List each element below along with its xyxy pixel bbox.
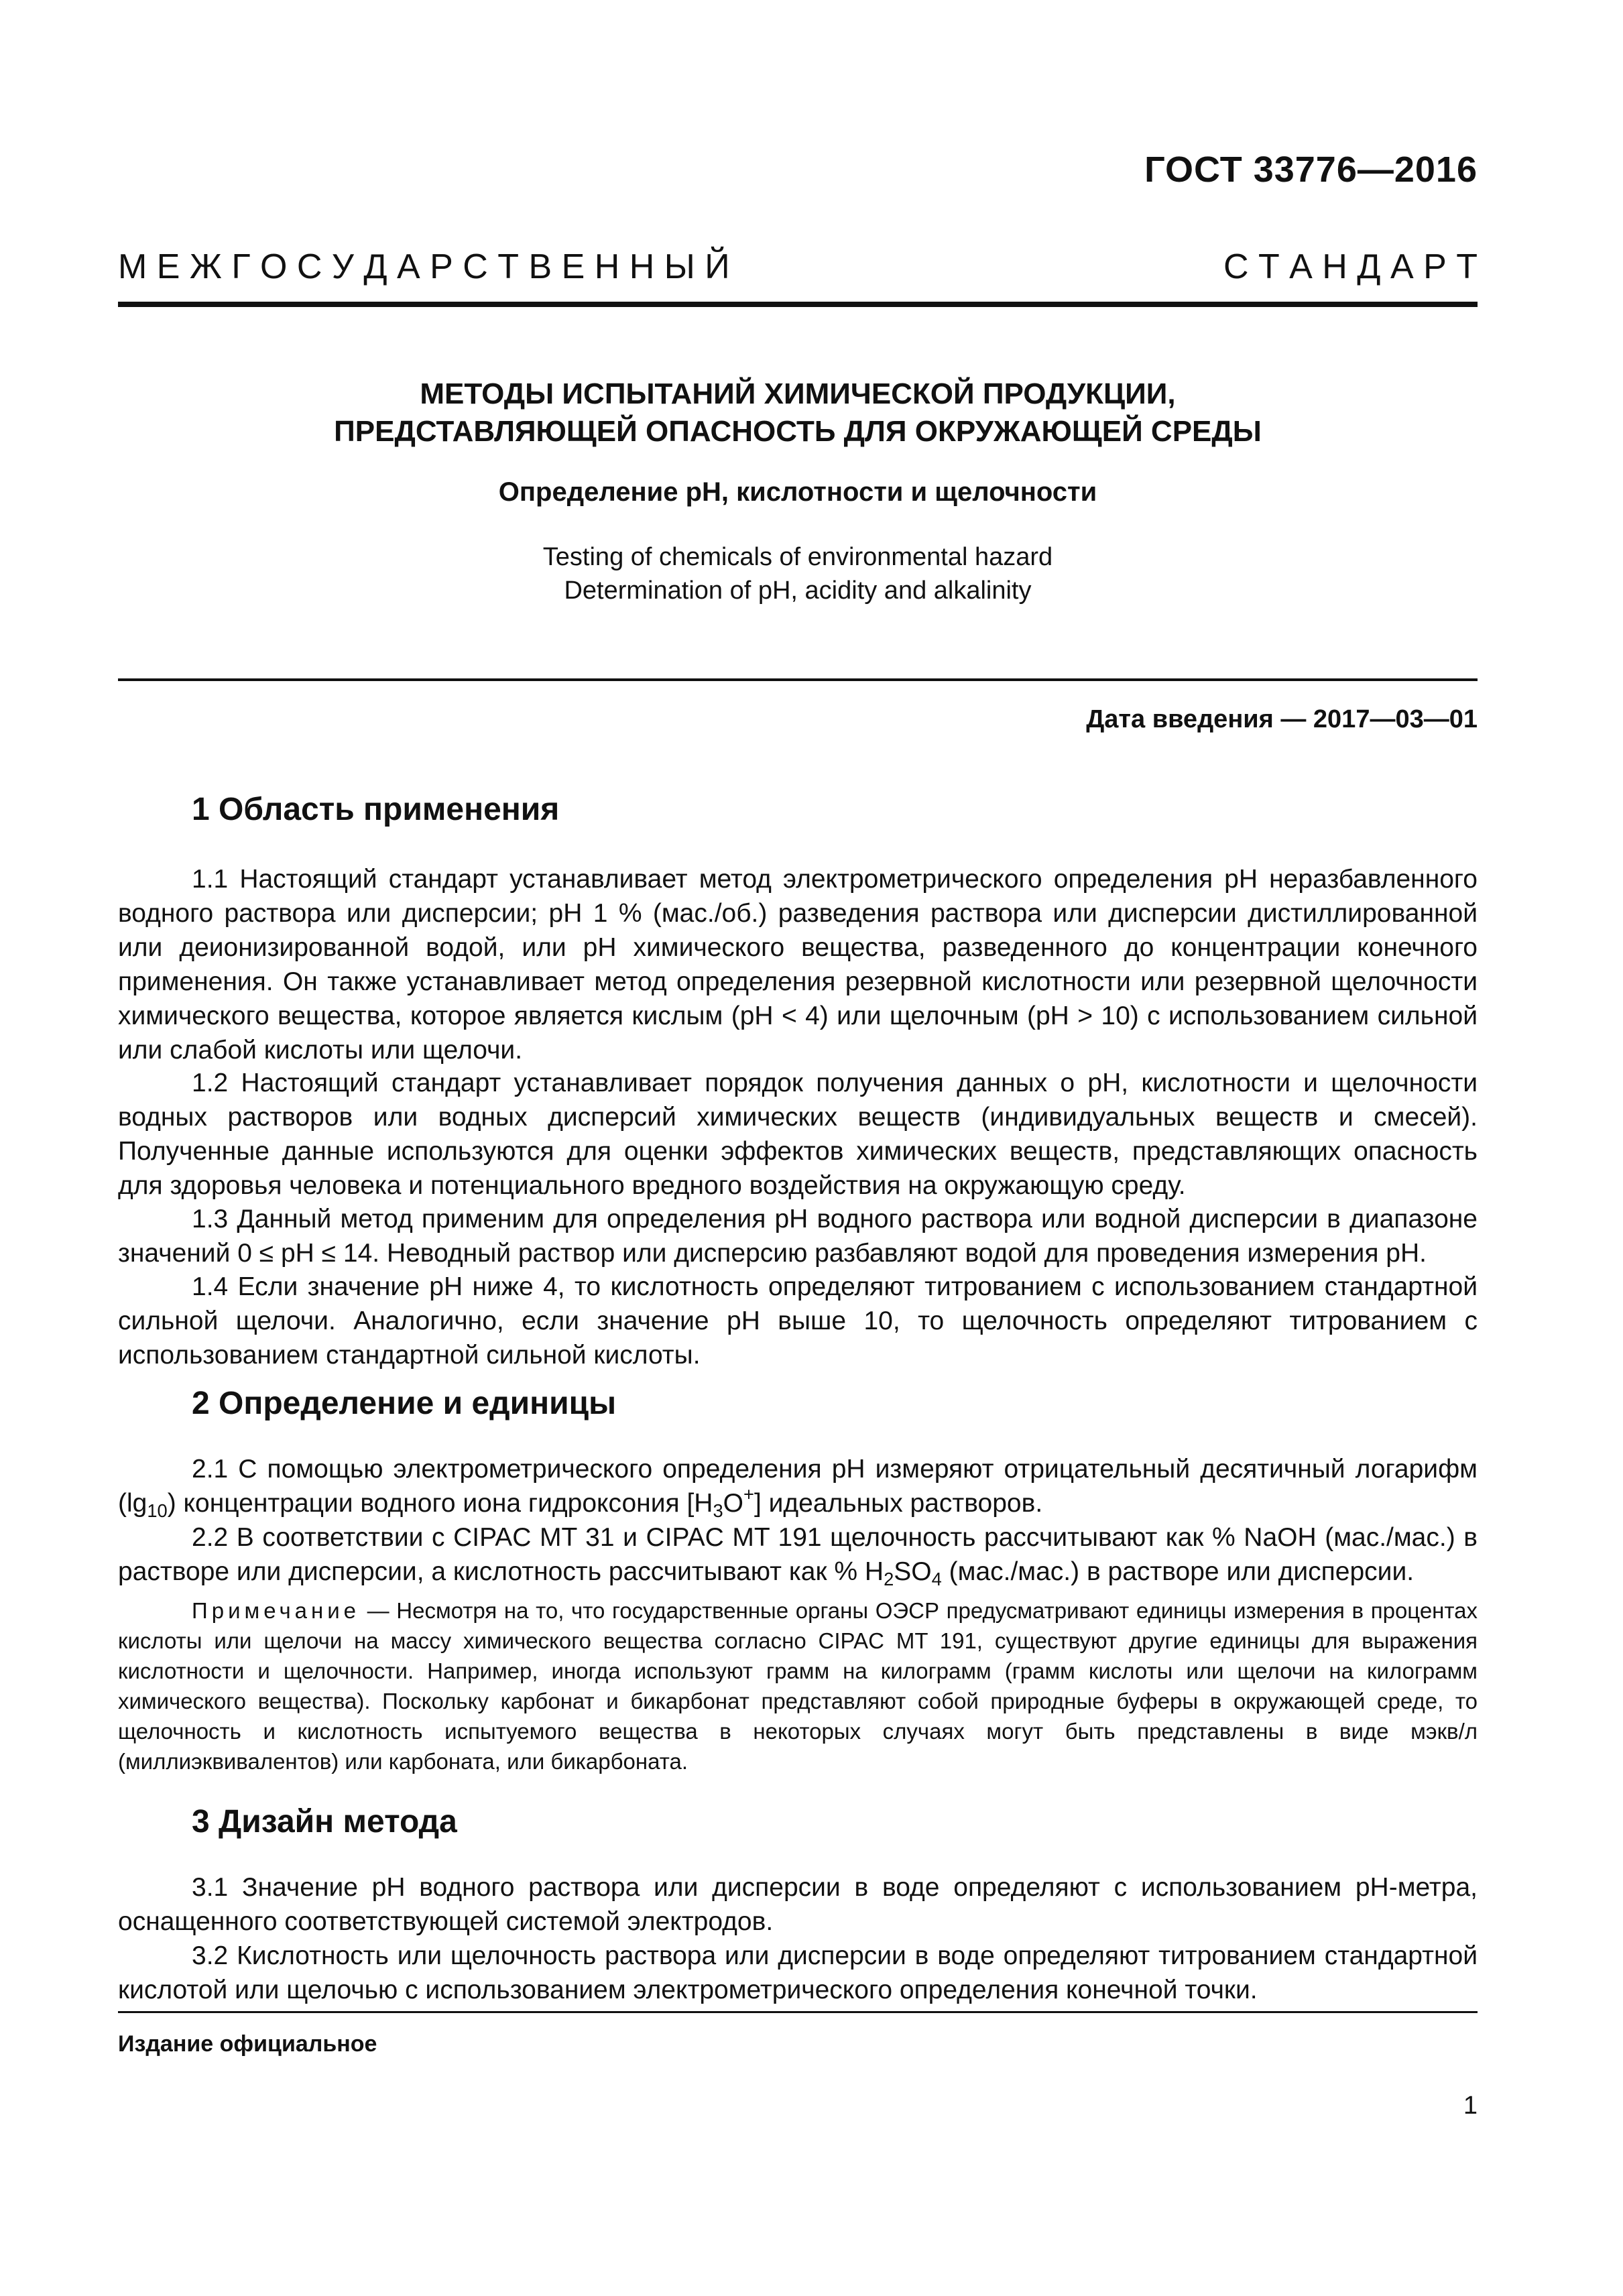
standard-kind-word-1: М Е Ж Г О С У Д А Р С Т В Е Н Н Ы Й (118, 247, 730, 286)
p2-1-sub-10: 10 (147, 1500, 168, 1522)
paragraph-1-1: 1.1 Настоящий стандарт устанавливает метод электрометрического определения pH неразбавленного водного раствора или дисперсии; pH 1 % (мас./об.) разведения раствора или дисперсии дистиллированной или деионизированной водой, или pH химического вещества, разведенного до концентрации конечного применения. Он также устанавливает метод определения резервной кислотности или резервной щелочности химического вещества, которое является кислым (pH < 4) или щелочным (pH > 10) с использованием сильной или слабой кислоты или щелочи. (118, 865, 1478, 1065)
paragraph-3-2: 3.2 Кислотность или щелочность раствора или дисперсии в воде определяют титрованием стандартной кислотой или щелочью с использованием электрометрического определения конечной точки. (118, 1941, 1478, 2004)
p2-1-text-c: O (723, 1489, 743, 1518)
paragraph-2-1 (118, 1452, 1478, 1520)
title-line-1: МЕТОДЫ ИСПЫТАНИЙ ХИМИЧЕСКОЙ ПРОДУКЦИИ, (420, 377, 1176, 410)
p2-2-text-b: SO (894, 1557, 932, 1586)
section-2-heading: 2 Определение и единицы (192, 1386, 617, 1421)
p2-2-sub-4: 4 (931, 1569, 942, 1590)
footer-rule (118, 2011, 1478, 2013)
header-rule (118, 302, 1478, 307)
paragraph-3-1: 3.1 Значение pH водного раствора или дисперсии в воде определяют с использованием pH-метра, оснащенного соответствующей системой электродов. (118, 1873, 1478, 1936)
standard-kind-word-2: С Т А Н Д А Р Т (1223, 247, 1478, 286)
note-block (118, 1595, 1478, 1776)
title-rule (118, 678, 1478, 681)
document-title (118, 375, 1478, 450)
p2-1-text-b: ) концентрации водного иона гидроксония [H (167, 1489, 713, 1518)
note-text: — Несмотря на то, что государственные органы ОЭСР предусматривают единицы измерения в процентах кислоты или щелочи на массу химического вещества согласно CIPAC MT 191, существуют другие единицы для выражения кислотности и щелочности. Например, иногда используют грамм на килограмм (грамм кислоты или щелочи на килограмм химического вещества). Поскольку карбонат и бикарбонат представляют собой природные буферы в окружающей среде, то щелочность и кислотность испытуемого вещества в некоторых случаях могут быть представлены в виде мэкв/л (миллиэквивалентов) или карбоната, или бикарбоната. (118, 1598, 1478, 1774)
paragraph-1-2: 1.2 Настоящий стандарт устанавливает порядок получения данных о pH, кислотности и щелочности водных растворов или водных дисперсий химических веществ (индивидуальных веществ и смесей). Полученные данные используются для оценки эффектов химических веществ, представляющих опасность для здоровья человека и потенциального вредного воздействия на окружающую среду. (118, 1069, 1478, 1200)
page-number: 1 (1463, 2092, 1478, 2120)
p2-1-sub-3: 3 (713, 1500, 723, 1522)
paragraph-1-4: 1.4 Если значение pH ниже 4, то кислотность определяют титрованием с использованием стандартной сильной щелочи. Аналогично, если значение pH выше 10, то щелочность определяют титрованием с использованием стандартной сильной кислоты. (118, 1272, 1478, 1370)
p2-1-sup-plus: + (743, 1484, 754, 1505)
document-subtitle: Определение pH, кислотности и щелочности (498, 477, 1097, 507)
section-1-heading: 1 Область применения (192, 792, 560, 827)
standard-code: ГОСТ 33776—2016 (1144, 149, 1478, 190)
p2-2-text-a: 2.2 В соответствии с CIPAC MT 31 и CIPAC MT 191 щелочность рассчитывают как % NaOH (мас./мас.) в растворе или дисперсии, а кислотность рассчитывают как % H (118, 1523, 1478, 1586)
p2-1-text-d: ] идеальных растворов. (754, 1489, 1043, 1518)
p2-2-sub-2: 2 (884, 1569, 894, 1590)
english-title-line-1: Testing of chemicals of environmental hazard (542, 543, 1053, 571)
note-label: Примечание (192, 1598, 361, 1623)
p2-2-text-c: (мас./мас.) в растворе или дисперсии. (941, 1557, 1415, 1586)
section-3-heading: 3 Дизайн метода (192, 1804, 457, 1839)
paragraph-1-3: 1.3 Данный метод применим для определения pH водного раствора или водной дисперсии в диапазоне значений 0 ≤ pH ≤ 14. Неводный раствор или дисперсию разбавляют водой для проведения измерения pH. (118, 1205, 1478, 1268)
introduction-date: Дата введения — 2017—03—01 (1086, 705, 1478, 733)
title-line-2: ПРЕДСТАВЛЯЮЩЕЙ ОПАСНОСТЬ ДЛЯ ОКРУЖАЮЩЕЙ СРЕДЫ (334, 415, 1262, 448)
paragraph-2-2 (118, 1520, 1478, 1589)
official-edition-label: Издание официальное (118, 2031, 377, 2057)
standard-kind-heading (118, 247, 1478, 287)
english-title (118, 540, 1478, 607)
english-title-line-2: Determination of pH, acidity and alkalinity (564, 577, 1032, 605)
p2-1-text-a: 2.1 С помощью электрометрического определения pH измеряют отрицательный десятичный логарифм (lg (118, 1455, 1478, 1518)
